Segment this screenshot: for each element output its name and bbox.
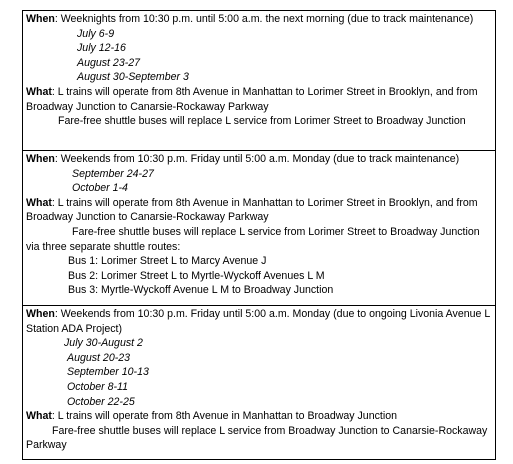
- when-label: When: [26, 153, 55, 165]
- when-label: When: [26, 13, 55, 25]
- date-item: September 10-13: [67, 366, 149, 379]
- date-item: August 20-23: [67, 351, 131, 364]
- schedule-section-weekends-ada: [22, 306, 496, 460]
- bus-route-3: Bus 3: Myrtle-Wyckoff Avenue L M to Broadway Junction: [68, 284, 334, 297]
- what-text: : L trains will operate from 8th Avenue in Manhattan to Lorimer Street in Brooklyn, and from Broadway Junction to Canarsie-Rockaway Parkway: [26, 196, 478, 224]
- service-change-table: [22, 10, 496, 460]
- shuttle-text: Fare-free shuttle buses will replace L service from Broadway Junction to Canarsie-Rockaway Parkway: [26, 424, 488, 452]
- date-item: August 30-September 3: [77, 71, 189, 84]
- date-item: October 22-25: [67, 395, 135, 408]
- schedule-section-weekends-track: [22, 151, 496, 306]
- what-line: [26, 85, 492, 114]
- when-text: : Weeknights from 10:30 p.m. until 5:00 a.m. the next morning (due to track maintenance): [54, 13, 474, 25]
- when-text: : Weekends from 10:30 p.m. Friday until 5:00 a.m. Monday (due to track maintenance): [54, 153, 460, 165]
- date-item: July 30-August 2: [64, 337, 143, 350]
- what-label: What: [26, 196, 52, 209]
- what-line: [26, 196, 492, 225]
- date-item: October 8-11: [67, 380, 129, 393]
- date-item: August 23-27: [77, 56, 141, 69]
- date-item: July 12-16: [77, 42, 126, 55]
- what-label: What: [26, 410, 52, 423]
- when-line: [26, 152, 492, 167]
- date-item: September 24-27: [72, 167, 154, 180]
- what-text: : L trains will operate from 8th Avenue in Manhattan to Broadway Junction: [51, 410, 397, 423]
- date-item: October 1-4: [72, 182, 128, 195]
- when-label: When: [26, 308, 55, 320]
- what-text: : L trains will operate from 8th Avenue in Manhattan to Lorimer Street in Brooklyn, and from Broadway Junction to Canarsie-Rockaway Parkway: [26, 85, 478, 113]
- what-line: [26, 409, 492, 424]
- bus-route-1: Bus 1: Lorimer Street L to Marcy Avenue J: [68, 255, 267, 268]
- shuttle-text: Fare-free shuttle buses will replace L service from Lorimer Street to Broadway Junction via three separate shuttle routes:: [26, 225, 480, 253]
- schedule-section-weeknights: [22, 10, 496, 151]
- bus-route-2: Bus 2: Lorimer Street L to Myrtle-Wyckoff Avenues L M: [68, 269, 325, 282]
- when-text: : Weekends from 10:30 p.m. Friday until 5:00 a.m. Monday (due to ongoing Livonia Avenue L Station ADA Project): [26, 308, 490, 335]
- when-line: [26, 12, 492, 27]
- when-line: [26, 307, 492, 336]
- what-label: What: [26, 85, 52, 98]
- date-item: July 6-9: [77, 27, 115, 40]
- shuttle-text: Fare-free shuttle buses will replace L service from Lorimer Street to Broadway Junction: [58, 115, 466, 128]
